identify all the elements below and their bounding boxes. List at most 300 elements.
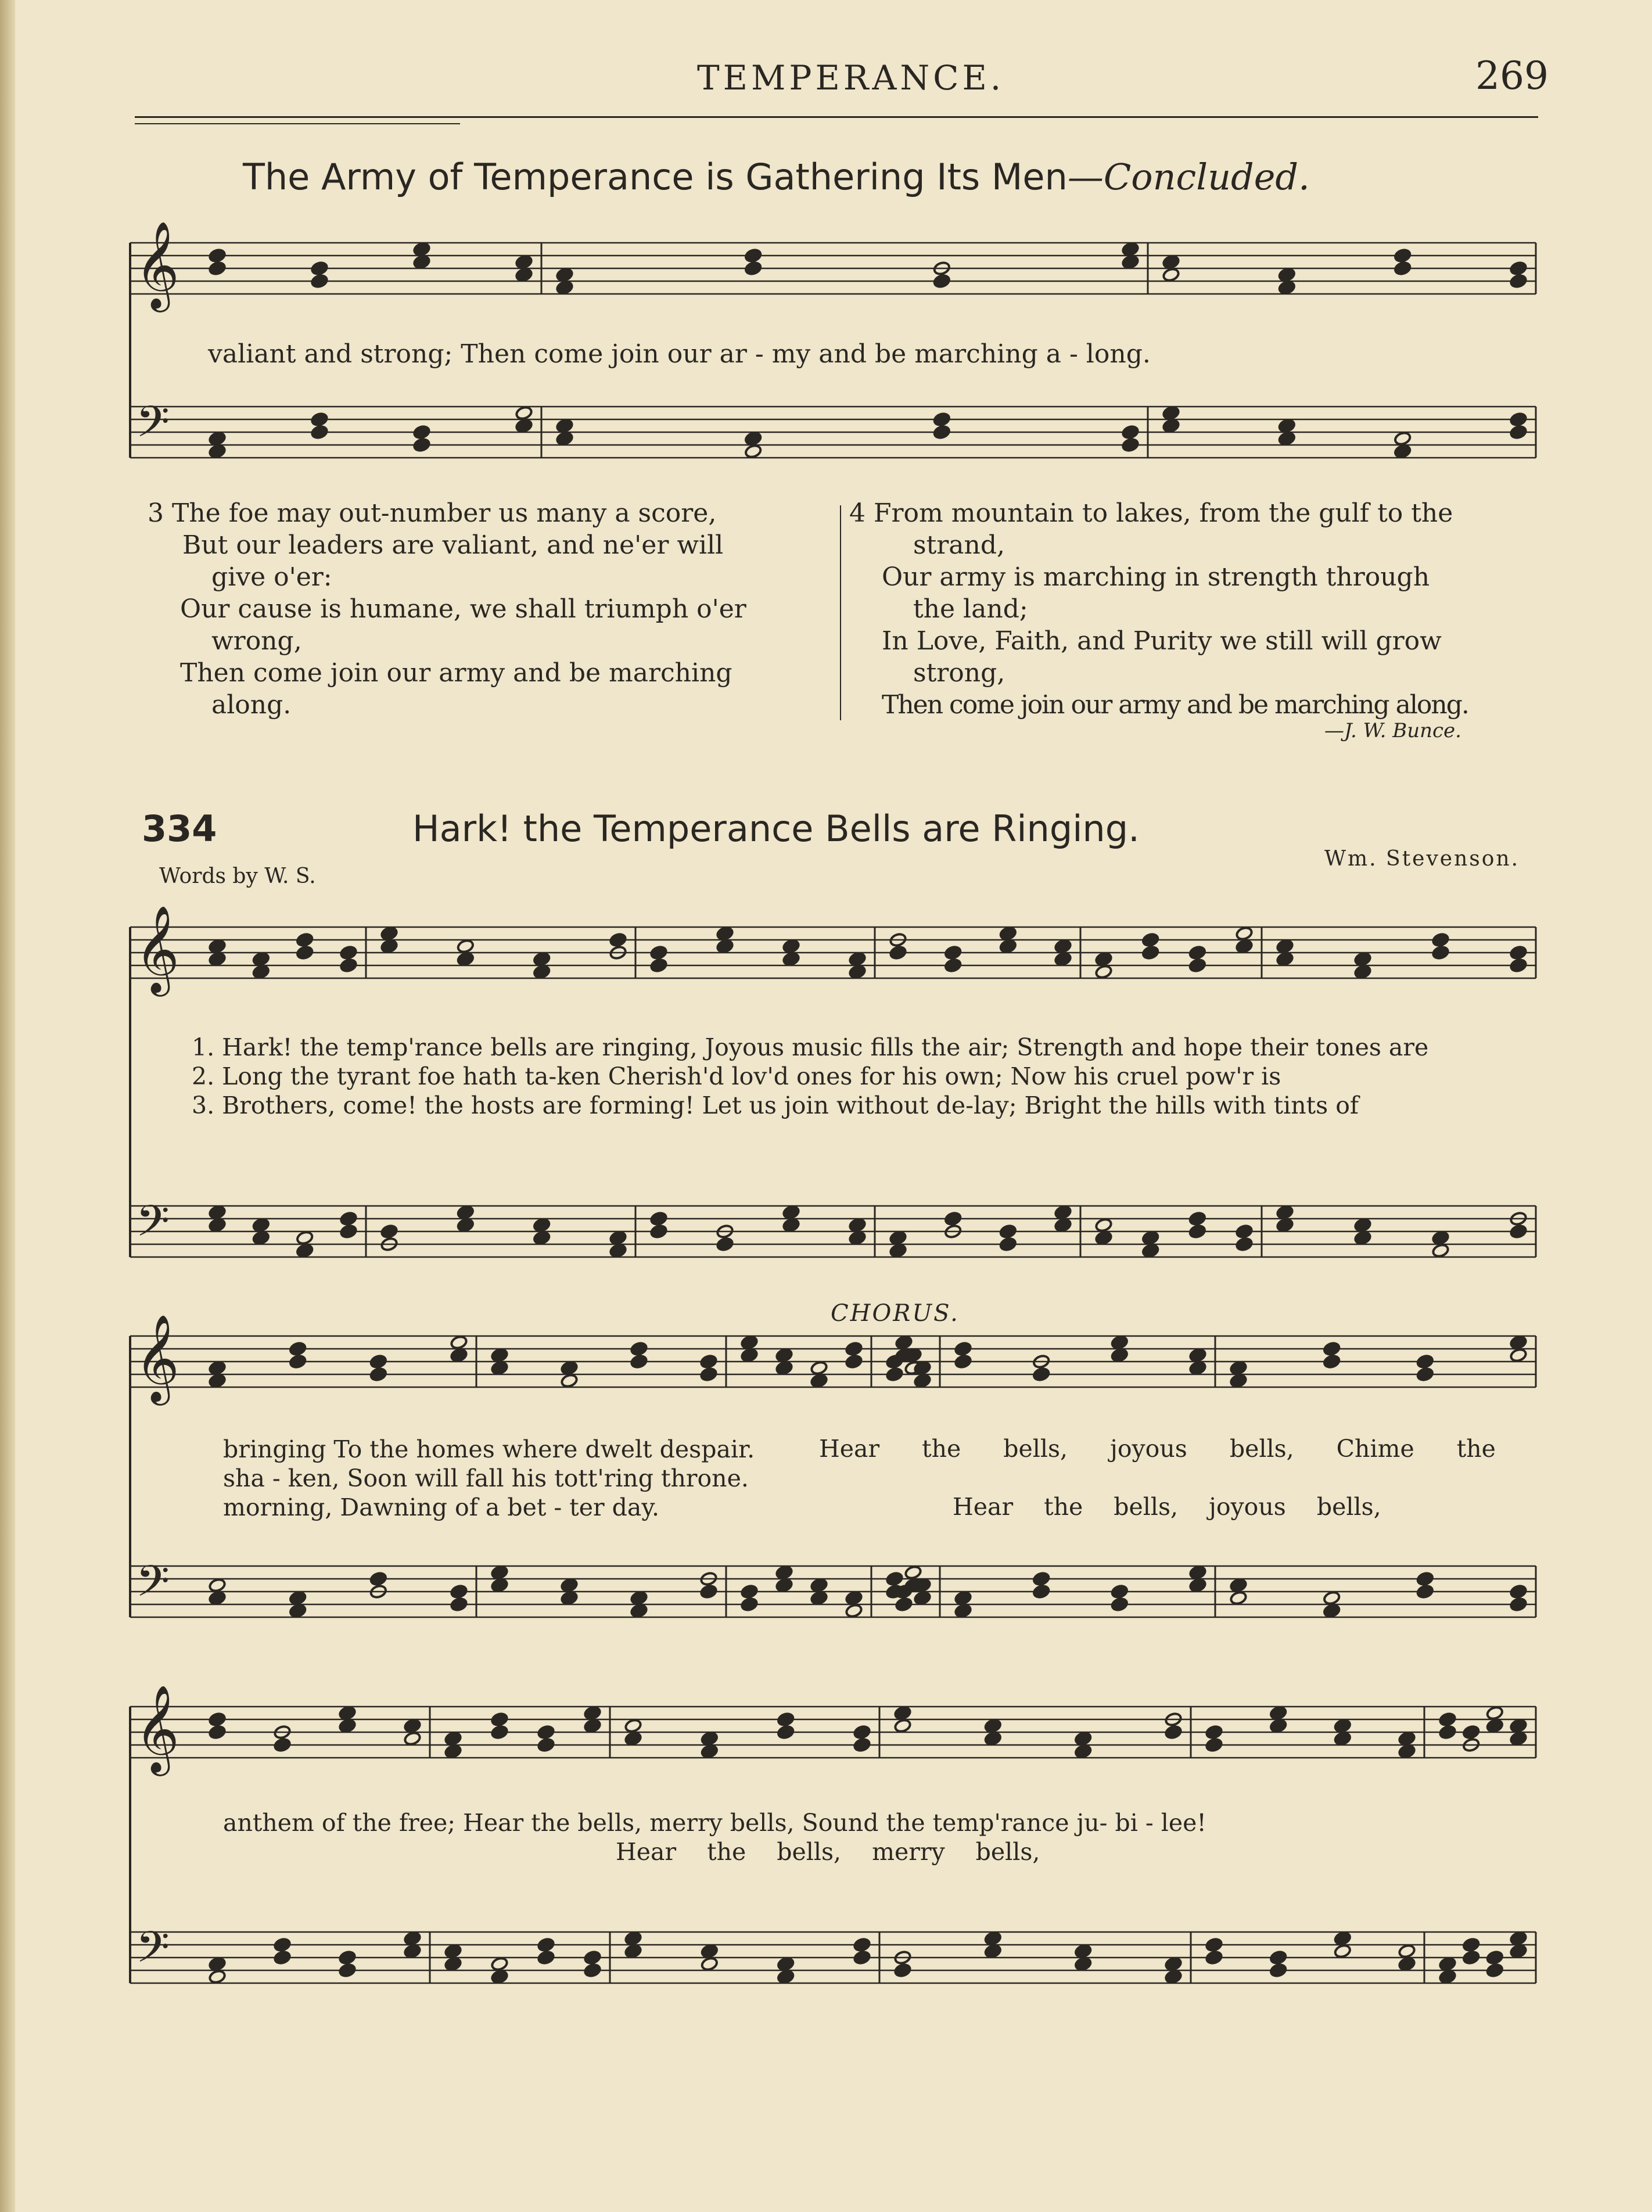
note-head (209, 1590, 227, 1606)
note-head (1111, 1597, 1129, 1612)
note-head (584, 1950, 602, 1965)
note-head (491, 1565, 509, 1580)
note-head (209, 1969, 227, 1984)
note-head (894, 1718, 912, 1733)
note-head (944, 1211, 962, 1226)
note-head (1111, 1584, 1129, 1599)
note-head (984, 1731, 1002, 1746)
note-head (339, 1705, 357, 1721)
song2-verses-line1: 1. Hark! the temp'rance bells are ringing, Joyous music fills the air; Strength and hope their tones are 2. Long the tyrant foe hath ta-ken Cherish'd lov'd ones for his own; Now his cruel pow'r is 3. Brothers, come! the hosts are forming! Let us join without de-lay; Bright the hills with tints of (192, 1033, 1429, 1119)
note-head (209, 1578, 227, 1593)
note-head (491, 1360, 509, 1376)
note-head (782, 1205, 800, 1220)
note-head (741, 1597, 759, 1612)
note-head (650, 958, 668, 973)
note-head (296, 1230, 314, 1245)
note-head (845, 1603, 863, 1618)
note-head (274, 1950, 292, 1965)
note-head (777, 1956, 795, 1972)
note-head (624, 1731, 642, 1746)
note-head (782, 951, 800, 967)
note-head (1334, 1944, 1352, 1959)
note-head (252, 1230, 270, 1245)
note-head (296, 945, 314, 960)
chorus-label: CHORUS. (831, 1300, 960, 1327)
note-head (1032, 1571, 1050, 1586)
note-head (340, 958, 358, 973)
note-head (340, 1224, 358, 1239)
note-head (1416, 1367, 1434, 1382)
note-head (700, 1584, 718, 1599)
note-head (209, 1218, 227, 1233)
note-head (413, 242, 431, 257)
note-head (775, 1348, 793, 1363)
note-head (561, 1373, 579, 1388)
note-head (209, 1205, 227, 1220)
note-head (1416, 1584, 1434, 1599)
note-head (853, 1725, 871, 1740)
note-head (933, 425, 951, 440)
note-head (782, 939, 800, 954)
note-head (584, 1705, 602, 1721)
bass-clef: 𝄢 (136, 1922, 170, 1983)
note-head (1354, 1218, 1372, 1233)
note-head (1510, 1731, 1528, 1746)
note-head (954, 1341, 972, 1356)
note-head (450, 1348, 468, 1363)
note-head (701, 1731, 719, 1746)
note-head (1165, 1969, 1183, 1984)
note-head (914, 1590, 932, 1606)
note-head (556, 267, 574, 282)
note-head (744, 444, 762, 459)
note-head (444, 1744, 462, 1759)
note-head (886, 1571, 904, 1586)
note-head (904, 1565, 922, 1580)
note-head (311, 412, 329, 427)
note-head (1165, 1956, 1183, 1972)
section-header: TEMPERANCE. (697, 58, 1005, 98)
note-head (1510, 1335, 1528, 1350)
note-head (1095, 951, 1113, 967)
note-head (1278, 431, 1296, 446)
note-head (716, 1237, 734, 1252)
note-head (775, 1565, 793, 1580)
note-head (1236, 1237, 1254, 1252)
note-head (624, 1931, 642, 1946)
note-head (561, 1578, 579, 1593)
note-head (444, 1956, 462, 1972)
note-head (1188, 945, 1206, 960)
note-head (209, 951, 227, 967)
note-head (491, 1578, 509, 1593)
note-head (1432, 1230, 1450, 1245)
note-head (701, 1944, 719, 1959)
note-head (1416, 1571, 1434, 1586)
note-head (1394, 444, 1412, 459)
note-head (630, 1341, 648, 1356)
note-head (450, 1584, 468, 1599)
note-head (556, 280, 574, 295)
song1-verse-3: 3 The foe may out-number us many a score, But our leaders are valiant, and ne'er will give o'er: Our cause is humane, we shall triumph o'er wrong, Then come join our army and be marching along. (148, 498, 746, 720)
note-head (1334, 1931, 1352, 1946)
note-head (933, 412, 951, 427)
note-head (1323, 1341, 1341, 1356)
note-head (853, 1950, 871, 1965)
note-head (630, 1354, 648, 1369)
note-head (741, 1584, 759, 1599)
note-head (491, 1956, 509, 1972)
note-head (630, 1590, 648, 1606)
treble-clef: 𝄞 (135, 1313, 179, 1402)
note-head (1510, 1931, 1528, 1946)
note-head (457, 1218, 475, 1233)
note-head (209, 1956, 227, 1972)
note-head (845, 1590, 863, 1606)
note-head (1095, 1218, 1113, 1233)
note-head (1278, 418, 1296, 433)
note-head (1074, 1731, 1092, 1746)
note-head (933, 274, 951, 289)
treble-clef: 𝄞 (135, 904, 179, 993)
note-head (609, 1230, 627, 1245)
note-head (895, 1335, 913, 1350)
note-head (1276, 939, 1294, 954)
note-head (984, 1931, 1002, 1946)
note-head (209, 1725, 227, 1740)
treble-clef: 𝄞 (135, 1684, 179, 1772)
note-head (209, 444, 227, 459)
note-head (1111, 1348, 1129, 1363)
note-head (1162, 405, 1180, 421)
note-head (311, 261, 329, 276)
note-head (533, 1218, 551, 1233)
page-number: 269 (1475, 53, 1549, 98)
note-head (404, 1718, 422, 1733)
note-head (1188, 1211, 1206, 1226)
note-head (1510, 274, 1528, 289)
note-head (845, 1341, 863, 1356)
note-head (515, 418, 533, 433)
note-head (209, 1712, 227, 1727)
note-head (1323, 1354, 1341, 1369)
bass-clef: 𝄢 (136, 397, 170, 458)
note-head (457, 939, 475, 954)
note-head (954, 1603, 972, 1618)
note-head (369, 1354, 387, 1369)
note-head (339, 1718, 357, 1733)
note-head (1510, 1224, 1528, 1239)
note-head (1398, 1744, 1416, 1759)
note-head (1276, 1218, 1294, 1233)
note-head (1122, 242, 1140, 257)
note-head (1054, 951, 1072, 967)
note-head (609, 1243, 627, 1258)
note-head (700, 1354, 718, 1369)
note-head (1269, 1705, 1287, 1721)
note-head (491, 1969, 509, 1984)
note-head (1462, 1725, 1480, 1740)
note-head (1141, 932, 1159, 947)
note-head (1510, 1944, 1528, 1959)
note-head (1189, 1565, 1207, 1580)
note-head (340, 1211, 358, 1226)
note-head (296, 932, 314, 947)
note-head (1189, 1348, 1207, 1363)
note-head (701, 1744, 719, 1759)
note-head (1054, 1218, 1072, 1233)
note-head (630, 1603, 648, 1618)
note-head (1510, 412, 1528, 427)
song1-lyric-line: valiant and strong; Then come join our ar - my and be marching a - long. (208, 339, 1151, 369)
note-head (1141, 1230, 1159, 1245)
note-head (537, 1950, 555, 1965)
note-head (209, 261, 227, 276)
note-head (1354, 951, 1372, 967)
note-head (1054, 939, 1072, 954)
note-head (311, 425, 329, 440)
note-head (744, 431, 762, 446)
note-head (777, 1725, 795, 1740)
note-head (944, 945, 962, 960)
note-head (999, 939, 1017, 954)
note-head (1510, 945, 1528, 960)
note-head (1122, 254, 1140, 270)
note-head (775, 1578, 793, 1593)
note-head (810, 1578, 828, 1593)
note-head (311, 274, 329, 289)
note-head (849, 951, 867, 967)
note-head (1236, 926, 1254, 941)
note-head (1462, 1937, 1480, 1952)
note-head (954, 1354, 972, 1369)
bass-clef: 𝄢 (136, 1196, 170, 1257)
note-head (914, 1373, 932, 1388)
note-head (1162, 418, 1180, 433)
note-head (1205, 1737, 1223, 1753)
note-head (1162, 267, 1180, 282)
note-head (369, 1571, 387, 1586)
note-head (209, 248, 227, 263)
note-head (1205, 1950, 1223, 1965)
note-head (1188, 1224, 1206, 1239)
note-head (845, 1354, 863, 1369)
note-head (999, 1237, 1017, 1252)
note-head (1439, 1712, 1457, 1727)
note-head (274, 1937, 292, 1952)
note-head (1510, 1718, 1528, 1733)
note-head (252, 964, 270, 979)
note-head (1205, 1937, 1223, 1952)
note-head (1074, 1944, 1092, 1959)
note-head (1486, 1963, 1504, 1978)
note-head (609, 932, 627, 947)
note-head (1205, 1725, 1223, 1740)
note-head (700, 1367, 718, 1382)
note-head (1394, 248, 1412, 263)
note-head (1486, 1950, 1504, 1965)
note-head (561, 1590, 579, 1606)
note-head (1189, 1360, 1207, 1376)
note-head (1236, 939, 1254, 954)
note-head (1432, 932, 1450, 947)
note-head (1394, 431, 1412, 446)
note-head (777, 1969, 795, 1984)
note-head (894, 1705, 912, 1721)
words-credit: Words by W. S. (159, 864, 316, 888)
note-head (515, 267, 533, 282)
chorus-line1: Hear the bells, joyous bells, Chime the (819, 1435, 1496, 1463)
note-head (1230, 1360, 1248, 1376)
song1-verse-4: 4 From mountain to lakes, from the gulf to the strand, Our army is marching in strength through the land; In Love, Faith, and Purity we still will grow strong, Then come join our army and be marching along. (849, 498, 1468, 720)
note-head (1439, 1956, 1457, 1972)
note-head (650, 1224, 668, 1239)
note-head (1230, 1590, 1248, 1606)
note-head (339, 1950, 357, 1965)
note-head (744, 261, 762, 276)
note-head (810, 1590, 828, 1606)
note-head (404, 1731, 422, 1746)
note-head (369, 1367, 387, 1382)
note-head (450, 1597, 468, 1612)
note-head (1276, 951, 1294, 967)
note-head (849, 1218, 867, 1233)
note-head (777, 1712, 795, 1727)
note-head (1074, 1744, 1092, 1759)
note-head (1486, 1718, 1504, 1733)
note-head (289, 1341, 307, 1356)
chorus-line2: anthem of the free; Hear the bells, merry bells, Sound the temp'rance ju- bi - lee! (223, 1809, 1206, 1837)
note-head (413, 254, 431, 270)
note-head (741, 1335, 759, 1350)
note-head (1439, 1725, 1457, 1740)
note-head (491, 1348, 509, 1363)
note-head (1398, 1731, 1416, 1746)
note-head (533, 964, 551, 979)
note-head (515, 254, 533, 270)
note-head (404, 1944, 422, 1959)
note-head (624, 1718, 642, 1733)
note-head (1510, 425, 1528, 440)
note-head (1141, 1243, 1159, 1258)
verse-divider (840, 505, 841, 720)
note-head (1462, 1950, 1480, 1965)
note-head (744, 248, 762, 263)
note-head (853, 1937, 871, 1952)
note-head (537, 1737, 555, 1753)
note-head (289, 1603, 307, 1618)
note-head (1510, 1584, 1528, 1599)
note-head (1122, 425, 1140, 440)
note-head (556, 431, 574, 446)
note-head (1269, 1963, 1287, 1978)
note-head (1074, 1956, 1092, 1972)
note-head (716, 926, 734, 941)
note-head (252, 1218, 270, 1233)
note-head (444, 1731, 462, 1746)
note-head (404, 1931, 422, 1946)
chorus-line2-echo: Hear the bells, merry bells, (616, 1838, 1040, 1866)
note-head (984, 1718, 1002, 1733)
note-head (537, 1937, 555, 1952)
note-head (1416, 1354, 1434, 1369)
chorus-line1-echo: Hear the bells, joyous bells, (953, 1493, 1381, 1521)
song1-title: The Army of Temperance is Gathering Its Men—Concluded. (243, 156, 1310, 198)
note-head (444, 1944, 462, 1959)
note-head (1510, 1348, 1528, 1363)
note-head (537, 1725, 555, 1740)
note-head (1230, 1578, 1248, 1593)
note-head (1439, 1969, 1457, 1984)
note-head (984, 1944, 1002, 1959)
note-head (1188, 958, 1206, 973)
note-head (1269, 1950, 1287, 1965)
note-head (289, 1354, 307, 1369)
note-head (457, 951, 475, 967)
note-head (1165, 1725, 1183, 1740)
note-head (1394, 261, 1412, 276)
note-head (491, 1725, 509, 1740)
note-head (413, 437, 431, 453)
note-head (650, 1211, 668, 1226)
note-head (1095, 1230, 1113, 1245)
song1-author: —J. W. Bunce. (1324, 719, 1461, 742)
note-head (853, 1737, 871, 1753)
note-head (1278, 267, 1296, 282)
note-head (889, 945, 907, 960)
note-head (889, 1243, 907, 1258)
note-head (782, 1218, 800, 1233)
note-head (450, 1335, 468, 1350)
note-head (1354, 964, 1372, 979)
note-head (1486, 1705, 1504, 1721)
note-head (274, 1737, 292, 1753)
note-head (701, 1956, 719, 1972)
song2-title: Hark! the Temperance Bells are Ringing. (412, 807, 1140, 850)
note-head (895, 1597, 913, 1612)
note-head (1095, 964, 1113, 979)
note-head (289, 1590, 307, 1606)
song2-verses-line2: bringing To the homes where dwelt despair. sha - ken, Soon will fall his tott'ring throne. morning, Dawning of a bet - ter day. (223, 1435, 755, 1521)
note-head (1054, 1205, 1072, 1220)
note-head (584, 1963, 602, 1978)
note-head (1398, 1956, 1416, 1972)
bass-clef: 𝄢 (136, 1556, 170, 1617)
note-head (1398, 1944, 1416, 1959)
note-head (1230, 1373, 1248, 1388)
note-head (556, 418, 574, 433)
note-head (491, 1712, 509, 1727)
note-head (1278, 280, 1296, 295)
note-head (380, 1224, 398, 1239)
note-head (1334, 1718, 1352, 1733)
note-head (775, 1360, 793, 1376)
note-head (1334, 1731, 1352, 1746)
note-head (886, 1367, 904, 1382)
note-head (209, 431, 227, 446)
note-head (209, 939, 227, 954)
note-head (1432, 1243, 1450, 1258)
note-head (999, 926, 1017, 941)
note-head (1032, 1584, 1050, 1599)
note-head (944, 958, 962, 973)
note-head (716, 939, 734, 954)
note-head (1354, 1230, 1372, 1245)
note-head (954, 1590, 972, 1606)
note-head (1032, 1367, 1050, 1382)
note-head (533, 951, 551, 967)
note-head (533, 1230, 551, 1245)
